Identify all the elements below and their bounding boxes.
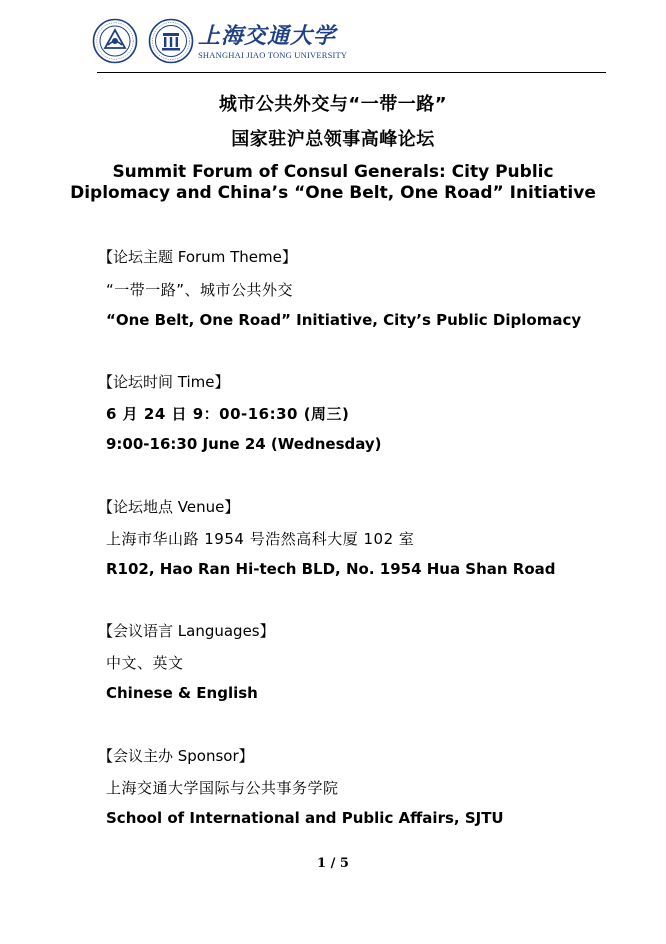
sponsor-en: School of International and Public Affairs, SJTU bbox=[106, 809, 504, 827]
section-heading-venue: 【论坛地点 Venue】 bbox=[98, 498, 240, 516]
header-rule bbox=[97, 72, 606, 73]
university-emblem-logo bbox=[148, 18, 194, 64]
theme-en: “One Belt, One Road” Initiative, City’s Public Diplomacy bbox=[106, 311, 582, 329]
university-brand bbox=[198, 24, 347, 60]
brand-name-zh: 上海交通大学 bbox=[198, 23, 337, 49]
theme-zh: “一带一路”、城市公共外交 bbox=[106, 281, 294, 299]
languages-zh: 中文、英文 bbox=[106, 654, 184, 672]
brand-name-en: SHANGHAI JIAO TONG UNIVERSITY bbox=[198, 50, 348, 60]
languages-en: Chinese & English bbox=[106, 684, 258, 702]
page-number: 1 / 5 bbox=[317, 856, 349, 871]
venue-zh: 上海市华山路 1954 号浩然高科大厦 102 室 bbox=[106, 530, 415, 548]
time-zh: 6 月 24 日 9：00-16:30 (周三) bbox=[106, 405, 350, 423]
header bbox=[92, 18, 612, 70]
sjtu-seal-logo bbox=[92, 18, 138, 64]
section-heading-sponsor: 【会议主办 Sponsor】 bbox=[98, 747, 254, 765]
section-heading-time: 【论坛时间 Time】 bbox=[98, 373, 230, 391]
section-heading-theme: 【论坛主题 Forum Theme】 bbox=[98, 248, 297, 266]
title-zh-line2: 国家驻沪总领事高峰论坛 bbox=[231, 129, 435, 150]
sponsor-zh: 上海交通大学国际与公共事务学院 bbox=[106, 779, 339, 797]
venue-en: R102, Hao Ran Hi-tech BLD, No. 1954 Hua Shan Road bbox=[106, 560, 556, 578]
title-en: Summit Forum of Consul Generals: City Public Diplomacy and China’s “One Belt, One Road” Initiative bbox=[70, 162, 596, 203]
section-heading-languages: 【会议语言 Languages】 bbox=[98, 622, 275, 640]
title-zh-line1: 城市公共外交与“一带一路” bbox=[218, 94, 448, 115]
time-en: 9:00-16:30 June 24 (Wednesday) bbox=[106, 435, 382, 453]
